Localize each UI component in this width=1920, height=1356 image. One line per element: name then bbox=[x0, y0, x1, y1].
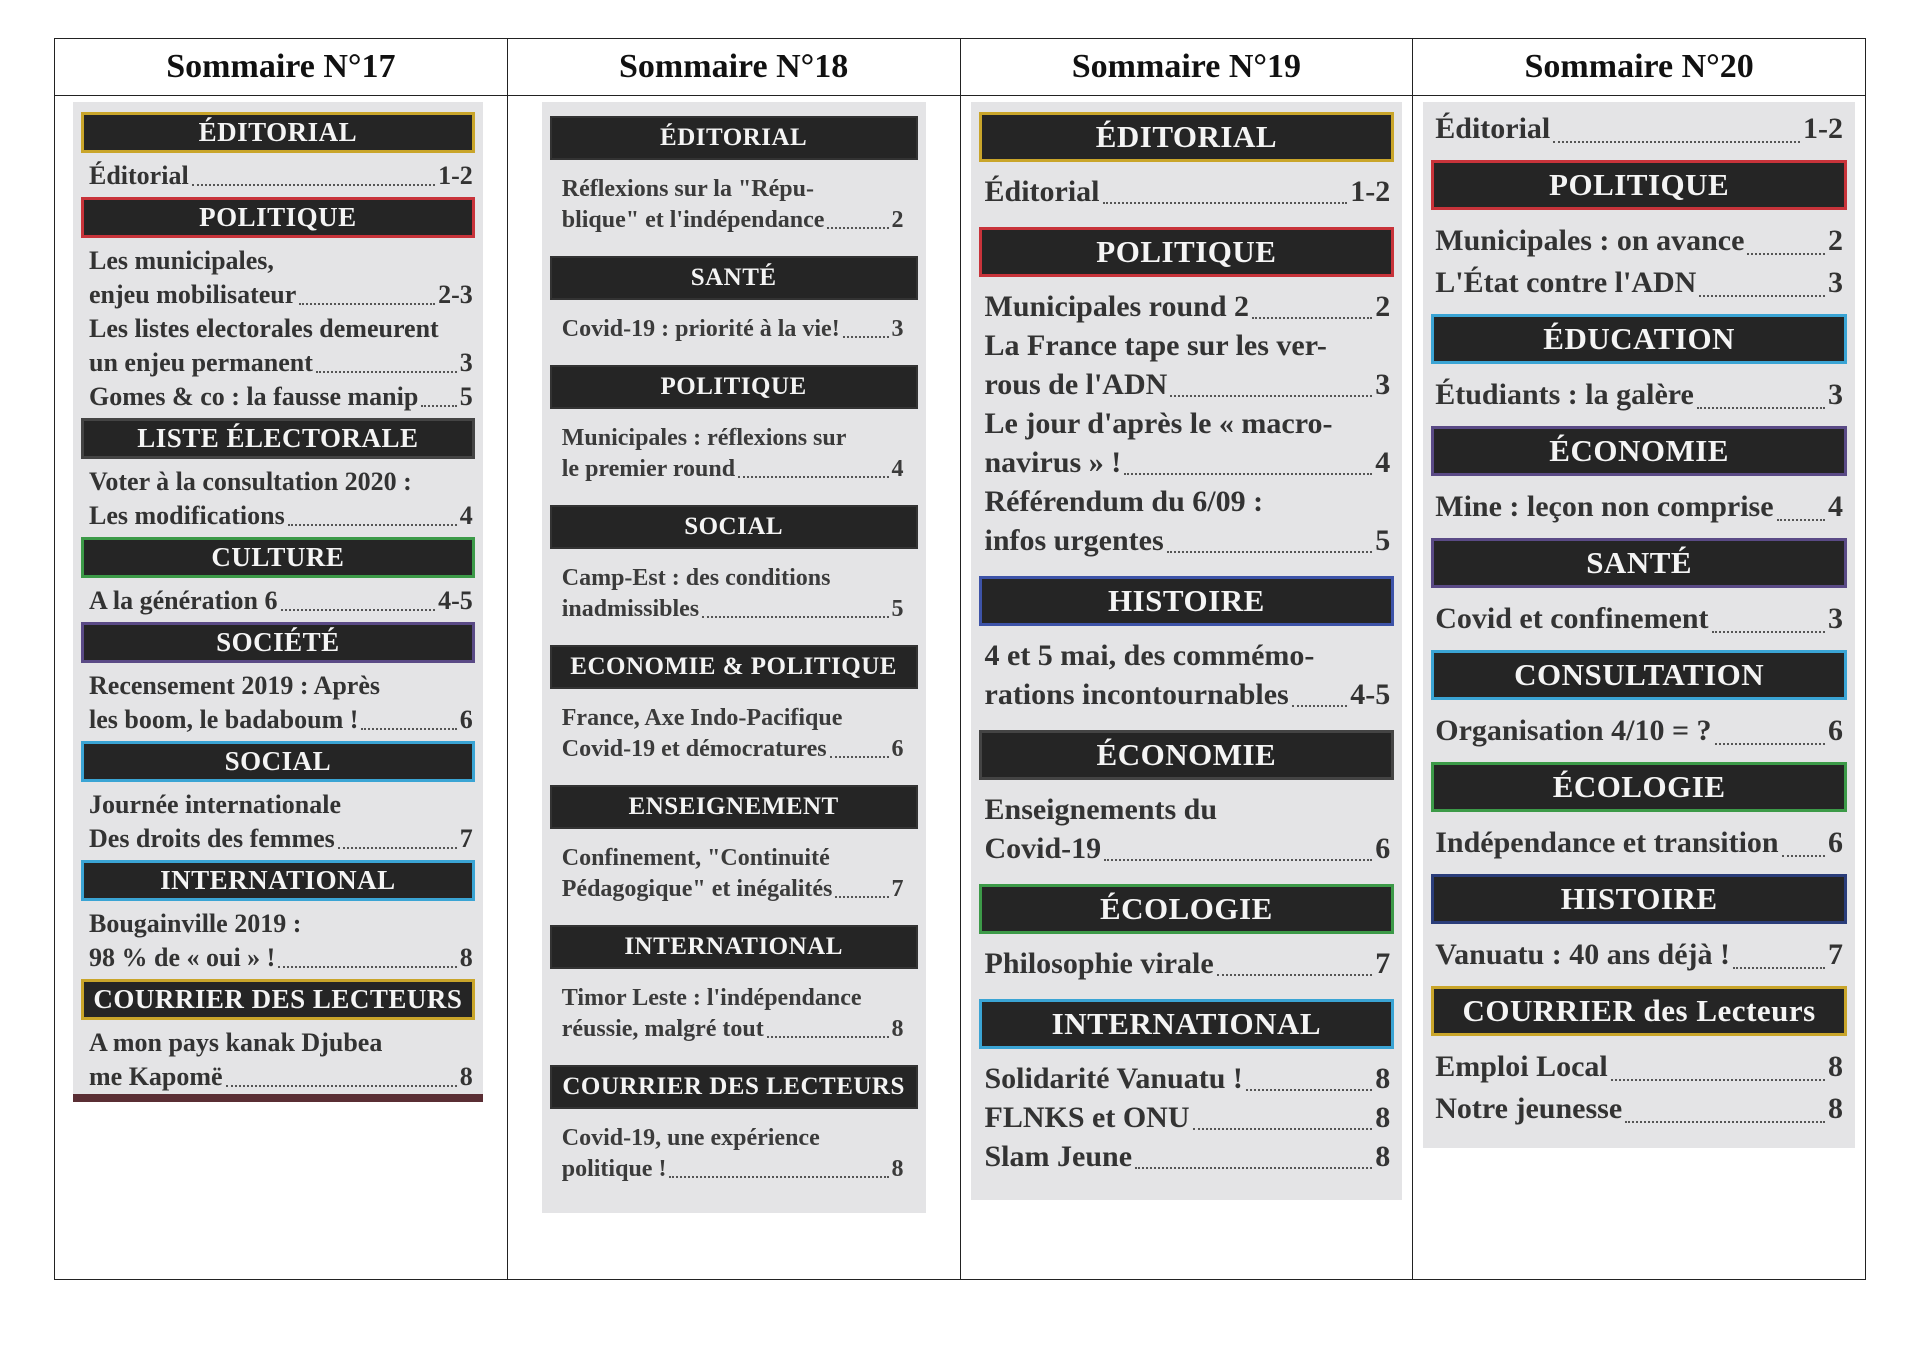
section-header: COURRIER des Lecteurs bbox=[1431, 986, 1847, 1036]
dot-leader bbox=[1777, 519, 1825, 521]
section-header: ÉCOLOGIE bbox=[979, 884, 1395, 934]
dot-leader bbox=[226, 1085, 457, 1087]
entry-title: Philosophie virale bbox=[984, 947, 1214, 980]
section-block bbox=[979, 227, 1395, 560]
entry-title-line: 4 et 5 mai, des commémo- bbox=[984, 639, 1315, 672]
entry-title: Gomes & co : la fausse manip bbox=[89, 382, 419, 411]
section-header: COURRIER DES LECTEURS bbox=[550, 1065, 918, 1109]
entry-page: 1-2 bbox=[1803, 112, 1843, 145]
dot-leader bbox=[338, 847, 457, 849]
dot-leader bbox=[1611, 1079, 1825, 1081]
section-block bbox=[1431, 160, 1847, 304]
entry-title-line: Journée internationale bbox=[89, 790, 342, 819]
entry-title: Mine : leçon non comprise bbox=[1435, 490, 1774, 523]
section-block bbox=[979, 999, 1395, 1176]
entry-row bbox=[1431, 262, 1847, 304]
entry-title-line: Municipales : réflexions sur bbox=[561, 425, 847, 451]
dot-leader bbox=[835, 896, 888, 898]
section-block bbox=[979, 730, 1395, 868]
entry-row bbox=[1431, 934, 1847, 976]
dot-leader bbox=[1292, 705, 1348, 707]
section-header: ÉCONOMIE bbox=[979, 730, 1395, 780]
entry-page: 3 bbox=[1375, 368, 1391, 401]
entry-page: 5 bbox=[1375, 524, 1391, 557]
dot-leader bbox=[1170, 395, 1372, 397]
entry-title: Municipales : on avance bbox=[1435, 224, 1745, 257]
entry-page: 4 bbox=[1828, 490, 1843, 523]
section-header: POLITIQUE bbox=[550, 365, 918, 409]
entry-row bbox=[1431, 374, 1847, 416]
entry-title-line: France, Axe Indo-Pacifique bbox=[561, 705, 843, 731]
entry-page: 5 bbox=[891, 596, 904, 622]
dot-leader bbox=[1103, 202, 1348, 204]
entry-title: Étudiants : la galère bbox=[1435, 378, 1694, 411]
dot-leader bbox=[1715, 743, 1825, 745]
entry-row bbox=[550, 1154, 918, 1185]
entry-page: 1-2 bbox=[1350, 175, 1391, 208]
entry-page: 4 bbox=[1375, 446, 1391, 479]
entry-row bbox=[979, 1059, 1395, 1098]
entry-title: Éditorial bbox=[1435, 112, 1551, 145]
dot-leader bbox=[1697, 407, 1825, 409]
section-header: ÉCOLOGIE bbox=[1431, 762, 1847, 812]
entry-page: 8 bbox=[1375, 1101, 1391, 1134]
dot-leader bbox=[288, 524, 457, 526]
entry-title: Municipales round 2 bbox=[984, 290, 1250, 323]
entry-title: politique ! bbox=[561, 1156, 667, 1182]
dot-leader bbox=[361, 728, 456, 730]
entry-title-line: Voter à la consultation 2020 : bbox=[89, 467, 412, 496]
entry-row bbox=[979, 1137, 1395, 1176]
section-header: ÉCONOMIE bbox=[1431, 426, 1847, 476]
entry-title: réussie, malgré tout bbox=[561, 1016, 764, 1042]
section-block bbox=[1431, 650, 1847, 752]
section-block bbox=[1431, 762, 1847, 864]
contents-panel bbox=[971, 102, 1403, 1200]
dot-leader bbox=[1104, 859, 1372, 861]
entry-row bbox=[81, 380, 475, 414]
summary-column bbox=[961, 39, 1414, 1279]
summary-column bbox=[1413, 39, 1865, 1279]
dot-leader bbox=[738, 476, 888, 478]
entry-row bbox=[1431, 822, 1847, 864]
dot-leader bbox=[1699, 295, 1825, 297]
entry-row bbox=[550, 734, 918, 765]
section-block bbox=[81, 418, 475, 533]
section-block bbox=[550, 505, 918, 625]
column-title: Sommaire N°19 bbox=[961, 39, 1413, 96]
entry-row bbox=[1431, 486, 1847, 528]
entry-page: 8 bbox=[891, 1016, 904, 1042]
entry-title: Emploi Local bbox=[1435, 1050, 1608, 1083]
dot-leader bbox=[1712, 631, 1825, 633]
entry-row bbox=[1431, 108, 1847, 150]
entry-row bbox=[1431, 220, 1847, 262]
entry-title-line: Référendum du 6/09 : bbox=[984, 485, 1264, 518]
entry-title-line: Les municipales, bbox=[89, 246, 274, 275]
section-block bbox=[1431, 314, 1847, 416]
section-block bbox=[81, 197, 475, 414]
section-block bbox=[550, 365, 918, 485]
entry-title: Éditorial bbox=[89, 161, 189, 190]
dot-leader bbox=[1733, 967, 1825, 969]
entry-row bbox=[979, 172, 1395, 211]
entry-row bbox=[81, 346, 475, 380]
entry-title-line: Recensement 2019 : Après bbox=[89, 671, 380, 700]
entry-page: 8 bbox=[459, 943, 473, 972]
entry-row bbox=[979, 365, 1395, 404]
entry-title: FLNKS et ONU bbox=[984, 1101, 1190, 1134]
section-block bbox=[550, 256, 918, 345]
entry-row bbox=[550, 205, 918, 236]
entry-title-line: Bougainville 2019 : bbox=[89, 909, 302, 938]
entry-row bbox=[979, 443, 1395, 482]
entry-row bbox=[81, 1060, 475, 1094]
section-block bbox=[1431, 874, 1847, 976]
section-header: POLITIQUE bbox=[979, 227, 1395, 277]
section-block bbox=[81, 112, 475, 193]
section-header: SANTÉ bbox=[1431, 538, 1847, 588]
dot-leader bbox=[316, 371, 457, 373]
entry-title: un enjeu permanent bbox=[89, 348, 313, 377]
entry-page: 8 bbox=[459, 1062, 473, 1091]
dot-leader bbox=[281, 609, 436, 611]
entry-page: 8 bbox=[1828, 1050, 1843, 1083]
entry-row bbox=[979, 1098, 1395, 1137]
dot-leader bbox=[767, 1036, 889, 1038]
entry-title: 98 % de « oui » ! bbox=[89, 943, 276, 972]
section-block bbox=[550, 1065, 918, 1185]
section-header: HISTOIRE bbox=[979, 576, 1395, 626]
entry-title: Éditorial bbox=[984, 175, 1100, 208]
section-block bbox=[1431, 108, 1847, 150]
entry-title: les boom, le badaboum ! bbox=[89, 705, 359, 734]
entry-title: Pédagogique" et inégalités bbox=[561, 876, 833, 902]
entry-row bbox=[81, 159, 475, 193]
entry-row bbox=[1431, 598, 1847, 640]
entry-row bbox=[979, 829, 1395, 868]
panel-footer-strip bbox=[73, 1094, 483, 1102]
entry-title: Covid-19 bbox=[984, 832, 1102, 865]
section-header: ÉDITORIAL bbox=[550, 116, 918, 160]
entry-row bbox=[979, 944, 1395, 983]
section-header: SOCIAL bbox=[550, 505, 918, 549]
entry-title-line: Timor Leste : l'indépendance bbox=[561, 985, 862, 1011]
section-block bbox=[550, 116, 918, 236]
dot-leader bbox=[1193, 1128, 1373, 1130]
entry-title: Des droits des femmes bbox=[89, 824, 335, 853]
entry-page: 6 bbox=[459, 705, 473, 734]
entry-row bbox=[1431, 1088, 1847, 1130]
column-title: Sommaire N°20 bbox=[1413, 39, 1865, 96]
section-header: LISTE ÉLECTORALE bbox=[81, 418, 475, 459]
entry-row bbox=[550, 874, 918, 905]
entry-title: Solidarité Vanuatu ! bbox=[984, 1062, 1243, 1095]
dot-leader bbox=[192, 184, 435, 186]
entry-title: rous de l'ADN bbox=[984, 368, 1168, 401]
dot-leader bbox=[1782, 855, 1825, 857]
section-block bbox=[550, 645, 918, 765]
section-block bbox=[81, 622, 475, 737]
entry-row bbox=[550, 454, 918, 485]
entry-page: 7 bbox=[1375, 947, 1391, 980]
entry-page: 4-5 bbox=[1350, 678, 1391, 711]
entry-title: A la génération 6 bbox=[89, 586, 278, 615]
section-header: CULTURE bbox=[81, 537, 475, 578]
section-header: SANTÉ bbox=[550, 256, 918, 300]
section-header: POLITIQUE bbox=[81, 197, 475, 238]
entry-title: Slam Jeune bbox=[984, 1140, 1133, 1173]
entry-title: Indépendance et transition bbox=[1435, 826, 1779, 859]
contents-panel bbox=[542, 102, 926, 1213]
section-header: ÉDITORIAL bbox=[81, 112, 475, 153]
dot-leader bbox=[702, 616, 888, 618]
entry-page: 4 bbox=[459, 501, 473, 530]
entry-row bbox=[81, 584, 475, 618]
section-header: INTERNATIONAL bbox=[550, 925, 918, 969]
entry-title: Notre jeunesse bbox=[1435, 1092, 1623, 1125]
entry-title-line: Covid-19, une expérience bbox=[561, 1125, 820, 1151]
entry-page: 2 bbox=[1828, 224, 1843, 257]
contents-panel bbox=[1423, 102, 1855, 1148]
section-block bbox=[979, 884, 1395, 983]
summary-column bbox=[55, 39, 508, 1279]
section-block bbox=[979, 576, 1395, 714]
entry-title: le premier round bbox=[561, 456, 736, 482]
entry-row bbox=[81, 941, 475, 975]
contents-panel bbox=[73, 102, 483, 1102]
dot-leader bbox=[1135, 1167, 1372, 1169]
section-header: SOCIAL bbox=[81, 741, 475, 782]
entry-page: 2 bbox=[891, 207, 904, 233]
entry-page: 3 bbox=[891, 316, 904, 342]
entry-title-line: Enseignements du bbox=[984, 793, 1218, 826]
section-header: COURRIER DES LECTEURS bbox=[81, 979, 475, 1020]
section-header: ÉDUCATION bbox=[1431, 314, 1847, 364]
dot-leader bbox=[669, 1176, 888, 1178]
entry-title-line: Camp-Est : des conditions bbox=[561, 565, 831, 591]
entry-page: 3 bbox=[1828, 602, 1843, 635]
section-block bbox=[1431, 986, 1847, 1130]
column-title: Sommaire N°18 bbox=[508, 39, 960, 96]
dot-leader bbox=[1167, 551, 1373, 553]
entry-row bbox=[979, 521, 1395, 560]
entry-page: 3 bbox=[1828, 266, 1843, 299]
dot-leader bbox=[421, 405, 456, 407]
entry-title-line: La France tape sur les ver- bbox=[984, 329, 1327, 362]
entry-page: 8 bbox=[891, 1156, 904, 1182]
summary-table bbox=[54, 38, 1866, 1280]
entry-title: inadmissibles bbox=[561, 596, 700, 622]
dot-leader bbox=[1246, 1089, 1372, 1091]
dot-leader bbox=[299, 303, 435, 305]
section-block bbox=[1431, 426, 1847, 528]
entry-page: 1-2 bbox=[438, 161, 473, 190]
entry-row bbox=[81, 822, 475, 856]
entry-title: navirus » ! bbox=[984, 446, 1122, 479]
section-header: HISTOIRE bbox=[1431, 874, 1847, 924]
entry-row bbox=[979, 675, 1395, 714]
entry-title: Organisation 4/10 = ? bbox=[1435, 714, 1712, 747]
entry-page: 7 bbox=[891, 876, 904, 902]
entry-title: rations incontournables bbox=[984, 678, 1289, 711]
section-block bbox=[550, 925, 918, 1045]
entry-page: 8 bbox=[1828, 1092, 1843, 1125]
section-header: SOCIÉTÉ bbox=[81, 622, 475, 663]
entry-title: infos urgentes bbox=[984, 524, 1164, 557]
dot-leader bbox=[1553, 141, 1800, 143]
entry-page: 3 bbox=[459, 348, 473, 377]
section-header: POLITIQUE bbox=[1431, 160, 1847, 210]
entry-row bbox=[550, 314, 918, 345]
entry-page: 7 bbox=[459, 824, 473, 853]
entry-row bbox=[550, 1014, 918, 1045]
entry-page: 2-3 bbox=[438, 280, 473, 309]
entry-row bbox=[81, 499, 475, 533]
entry-title-line: Confinement, "Continuité bbox=[561, 845, 830, 871]
entry-page: 8 bbox=[1375, 1062, 1391, 1095]
entry-page: 4-5 bbox=[438, 586, 473, 615]
dot-leader bbox=[278, 966, 456, 968]
entry-row bbox=[550, 594, 918, 625]
entry-page: 3 bbox=[1828, 378, 1843, 411]
entry-page: 4 bbox=[891, 456, 904, 482]
dot-leader bbox=[843, 336, 889, 338]
section-block bbox=[1431, 538, 1847, 640]
dot-leader bbox=[1217, 974, 1373, 976]
section-block bbox=[81, 741, 475, 856]
section-header: ENSEIGNEMENT bbox=[550, 785, 918, 829]
section-block bbox=[81, 860, 475, 975]
section-header: ÉDITORIAL bbox=[979, 112, 1395, 162]
section-block bbox=[81, 537, 475, 618]
entry-page: 2 bbox=[1375, 290, 1391, 323]
entry-title-line: A mon pays kanak Djubea bbox=[89, 1028, 383, 1057]
entry-row bbox=[81, 703, 475, 737]
entry-row bbox=[81, 278, 475, 312]
entry-row bbox=[1431, 710, 1847, 752]
dot-leader bbox=[1747, 253, 1825, 255]
entry-title: me Kapomë bbox=[89, 1062, 223, 1091]
section-header: CONSULTATION bbox=[1431, 650, 1847, 700]
dot-leader bbox=[830, 756, 889, 758]
entry-title-line: Le jour d'après le « macro- bbox=[984, 407, 1333, 440]
entry-title: L'État contre l'ADN bbox=[1435, 266, 1697, 299]
section-header: INTERNATIONAL bbox=[81, 860, 475, 901]
entry-title: Vanuatu : 40 ans déjà ! bbox=[1435, 938, 1731, 971]
entry-page: 6 bbox=[891, 736, 904, 762]
entry-title: Les modifications bbox=[89, 501, 285, 530]
section-block bbox=[81, 979, 475, 1094]
entry-row bbox=[979, 287, 1395, 326]
dot-leader bbox=[827, 227, 888, 229]
dot-leader bbox=[1252, 317, 1372, 319]
entry-page: 6 bbox=[1828, 714, 1843, 747]
entry-title-line: Les listes electorales demeurent bbox=[89, 314, 439, 343]
entry-page: 7 bbox=[1828, 938, 1843, 971]
entry-title: enjeu mobilisateur bbox=[89, 280, 297, 309]
section-header: INTERNATIONAL bbox=[979, 999, 1395, 1049]
entry-row bbox=[1431, 1046, 1847, 1088]
entry-title: Covid-19 et démocratures bbox=[561, 736, 827, 762]
dot-leader bbox=[1124, 473, 1372, 475]
entry-title: Covid-19 : priorité à la vie! bbox=[561, 316, 840, 342]
summary-column bbox=[508, 39, 961, 1279]
entry-title: Covid et confinement bbox=[1435, 602, 1709, 635]
dot-leader bbox=[1625, 1121, 1825, 1123]
entry-title: blique" et l'indépendance bbox=[561, 207, 825, 233]
entry-title-line: Réflexions sur la "Répu- bbox=[561, 176, 814, 202]
section-header: ECONOMIE & POLITIQUE bbox=[550, 645, 918, 689]
column-title: Sommaire N°17 bbox=[55, 39, 507, 96]
entry-page: 6 bbox=[1828, 826, 1843, 859]
entry-page: 6 bbox=[1375, 832, 1391, 865]
entry-page: 5 bbox=[459, 382, 473, 411]
section-block bbox=[550, 785, 918, 905]
entry-page: 8 bbox=[1375, 1140, 1391, 1173]
section-block bbox=[979, 112, 1395, 211]
